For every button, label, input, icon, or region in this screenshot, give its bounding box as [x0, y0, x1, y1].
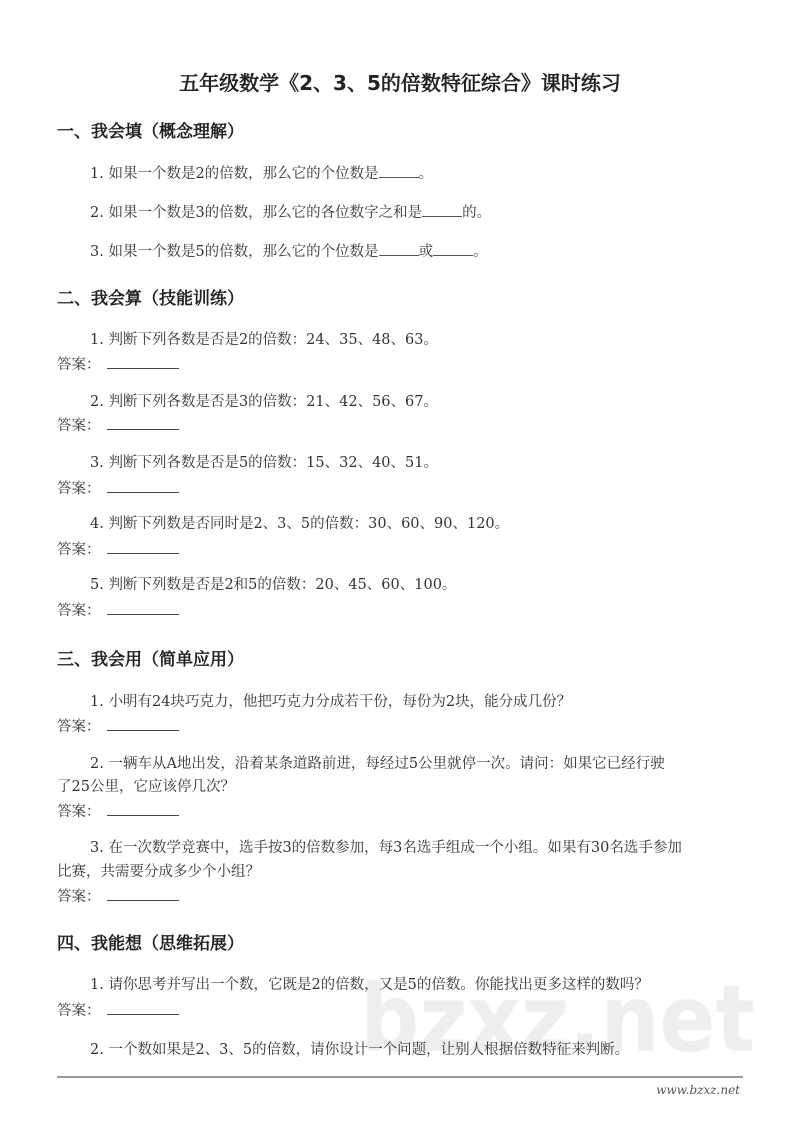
- question-text: 3. 如果一个数是5的倍数，那么它的个位数是: [90, 244, 379, 260]
- answer-blank[interactable]: [107, 716, 179, 731]
- answer-label: 答案：: [57, 804, 101, 820]
- answer-line: [57, 539, 179, 560]
- fill-blank[interactable]: [433, 241, 473, 256]
- answer-blank[interactable]: [107, 415, 179, 430]
- footer-url: www.bzxz.net: [656, 1083, 740, 1097]
- answer-line: [57, 886, 179, 907]
- section-heading-2: 二、我会算（技能训练）: [57, 289, 244, 309]
- answer-blank[interactable]: [107, 354, 179, 369]
- answer-blank[interactable]: [107, 539, 179, 554]
- answer-line: [57, 801, 179, 822]
- question-2-1: 1. 判断下列各数是否是2的倍数：24、35、48、63。: [90, 332, 438, 348]
- question-4-1: 1. 请你思考并写出一个数，它既是2的倍数，又是5的倍数。你能找出更多这样的数吗？: [90, 977, 649, 993]
- answer-blank[interactable]: [107, 600, 179, 615]
- question-3-2-cont: 了25公里，它应该停几次？: [57, 779, 235, 795]
- answer-blank[interactable]: [107, 1000, 179, 1015]
- answer-blank[interactable]: [107, 478, 179, 493]
- answer-blank[interactable]: [107, 886, 179, 901]
- answer-line: [57, 354, 179, 375]
- page-title: 五年级数学《2、3、5的倍数特征综合》课时练习: [179, 71, 621, 95]
- footer-divider: [57, 1076, 743, 1078]
- question-3-3-cont: 比赛，共需要分成多少个小组？: [57, 864, 260, 880]
- answer-label: 答案：: [57, 542, 101, 558]
- question-2-2: 2. 判断下列各数是否是3的倍数：21、42、56、67。: [90, 394, 438, 410]
- fill-question-3: [90, 241, 488, 262]
- question-text: 或: [418, 244, 434, 260]
- question-text: 。: [473, 244, 488, 260]
- question-text: 。: [418, 166, 434, 182]
- answer-line: [57, 600, 179, 621]
- section-heading-1: 一、我会填（概念理解）: [57, 122, 244, 142]
- question-3-3: 3. 在一次数学竞赛中，选手按3的倍数参加，每3名选手组成一个小组。如果有30名选手参加: [90, 840, 682, 856]
- answer-label: 答案：: [57, 481, 101, 497]
- question-text: 2. 如果一个数是3的倍数，那么它的各位数字之和是: [90, 205, 423, 221]
- fill-question-1: [90, 163, 433, 184]
- answer-label: 答案：: [57, 1003, 101, 1019]
- question-2-3: 3. 判断下列各数是否是5的倍数：15、32、40、51。: [90, 455, 438, 471]
- fill-question-2: [90, 202, 491, 223]
- answer-label: 答案：: [57, 418, 101, 434]
- fill-blank[interactable]: [379, 163, 419, 178]
- question-2-5: 5. 判断下列数是否是2和5的倍数：20、45、60、100。: [90, 577, 457, 593]
- answer-line: [57, 716, 179, 737]
- question-4-2: 2. 一个数如果是2、3、5的倍数，请你设计一个问题，让别人根据倍数特征来判断。: [90, 1042, 630, 1058]
- fill-blank[interactable]: [379, 241, 419, 256]
- answer-label: 答案：: [57, 889, 101, 905]
- fill-blank[interactable]: [422, 202, 462, 217]
- section-heading-4: 四、我能想（思维拓展）: [57, 934, 244, 954]
- question-3-2: 2. 一辆车从A地出发，沿着某条道路前进，每经过5公里就停一次。请问：如果它已经行驶: [90, 756, 665, 772]
- answer-label: 答案：: [57, 357, 101, 373]
- question-2-4: 4. 判断下列数是否同时是2、3、5的倍数：30、60、90、120。: [90, 516, 510, 532]
- answer-line: [57, 415, 179, 436]
- answer-line: [57, 1000, 179, 1021]
- question-text: 1. 如果一个数是2的倍数，那么它的个位数是: [90, 166, 379, 182]
- section-heading-3: 三、我会用（简单应用）: [57, 650, 244, 670]
- answer-label: 答案：: [57, 719, 101, 735]
- answer-label: 答案：: [57, 603, 101, 619]
- question-3-1: 1. 小明有24块巧克力，他把巧克力分成若干份，每份为2块，能分成几份？: [90, 694, 572, 710]
- answer-line: [57, 478, 179, 499]
- question-text: 的。: [462, 205, 492, 221]
- answer-blank[interactable]: [107, 801, 179, 816]
